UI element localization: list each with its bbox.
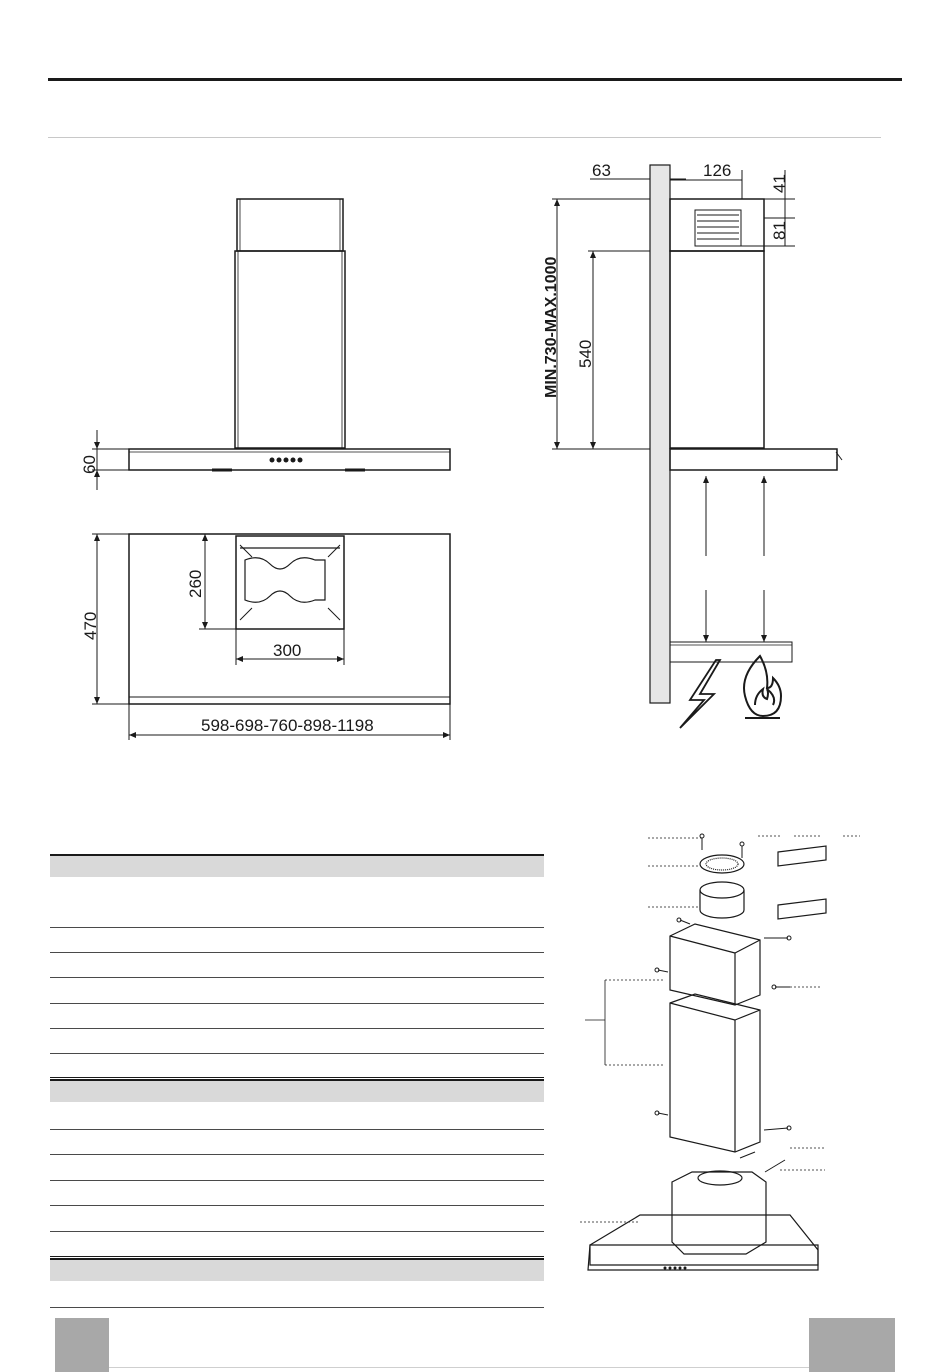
table-row xyxy=(50,928,544,953)
table-section-header-3 xyxy=(50,1258,544,1281)
side-canopy xyxy=(670,449,837,470)
wall xyxy=(650,165,670,703)
control-buttons xyxy=(270,458,303,463)
page-tab-left xyxy=(55,1318,109,1372)
table-row xyxy=(50,953,544,978)
side-lower-chimney xyxy=(670,251,764,448)
dim-540: 540 xyxy=(576,339,595,368)
table-section-header-1 xyxy=(50,854,544,877)
front-lower-chimney xyxy=(235,251,345,448)
dim-470: 470 xyxy=(81,611,100,640)
front-view-drawing xyxy=(92,199,450,490)
section-divider xyxy=(50,1256,544,1257)
dim-widths: 598-698-760-898-1198 xyxy=(201,716,374,735)
table-row xyxy=(50,877,544,928)
exploded-view-drawing xyxy=(580,834,860,1270)
motor-block xyxy=(236,536,344,629)
dim-63: 63 xyxy=(592,161,611,180)
table-row xyxy=(50,1102,544,1130)
section-divider xyxy=(50,1077,544,1078)
electric-hazard-icon xyxy=(680,660,720,728)
dim-126: 126 xyxy=(703,161,732,180)
table-row xyxy=(50,1181,544,1206)
dim-81: 81 xyxy=(770,221,789,240)
front-upper-chimney xyxy=(237,199,343,251)
table-section-header-2 xyxy=(50,1079,544,1102)
table-row xyxy=(50,1155,544,1181)
dim-min-max: MIN.730-MAX.1000 xyxy=(543,256,560,398)
footer-rule xyxy=(109,1367,809,1368)
dim-300: 300 xyxy=(273,641,302,660)
table-row xyxy=(50,1130,544,1155)
dim-41: 41 xyxy=(770,174,789,193)
page-tab-right xyxy=(809,1318,895,1372)
top-canopy-outline xyxy=(129,534,450,704)
dim-260: 260 xyxy=(186,569,205,598)
table-row xyxy=(50,978,544,1004)
side-upper-chimney xyxy=(670,199,764,251)
flame-hazard-icon xyxy=(744,656,781,718)
table-row xyxy=(50,1004,544,1029)
exploded-control-buttons xyxy=(664,1267,687,1270)
dim-60: 60 xyxy=(80,455,99,474)
table-row xyxy=(50,1029,544,1054)
side-view-drawing xyxy=(552,165,842,703)
table-row xyxy=(50,1281,544,1308)
table-row xyxy=(50,1206,544,1232)
top-view-drawing xyxy=(92,534,450,740)
